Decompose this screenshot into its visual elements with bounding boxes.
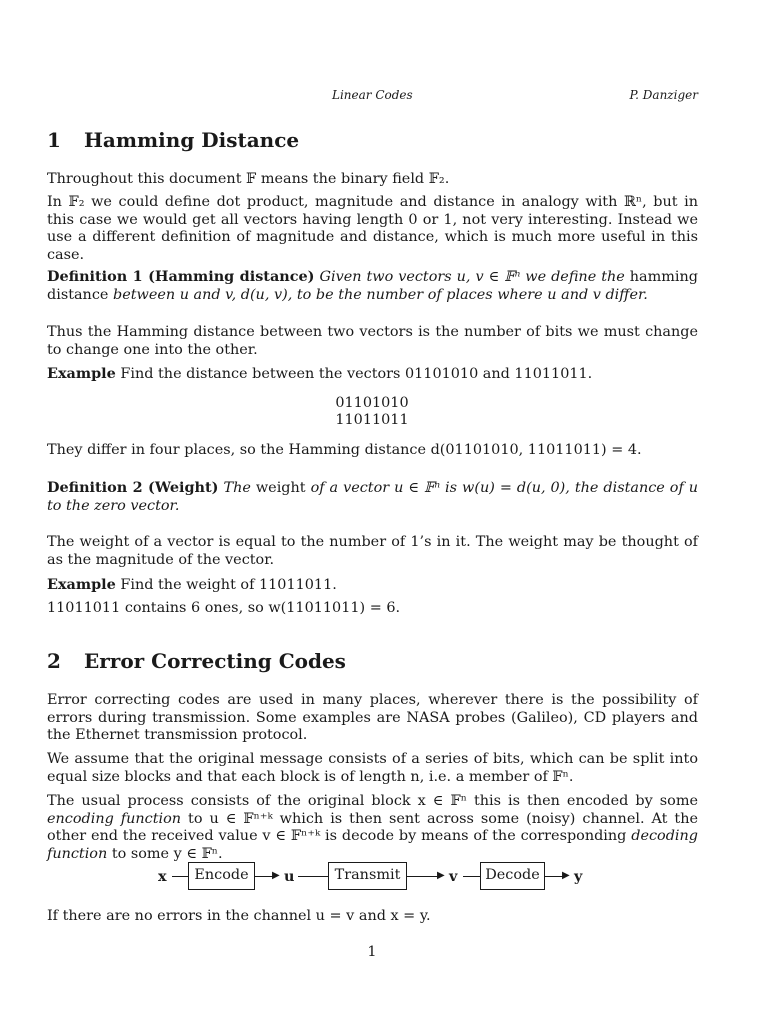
example-2-label: Example [47, 576, 116, 593]
s2-paragraph-1: Error correcting codes are used in many places, wherever there is the possibility of errors during transmission. Some examples are NASA probes (Galileo), CD players and the Ethernet transmission protocol. [47, 692, 698, 744]
s1-paragraph-6: 11011011 contains 6 ones, so w(11011011) = 6. [47, 600, 401, 616]
arrow-right-icon: ▶ [562, 870, 570, 881]
definition-1-label: Definition 1 (Hamming distance) [47, 268, 315, 285]
diagram-y-label: y [574, 868, 583, 885]
encode-box: Encode [188, 862, 255, 890]
decoding-function-term: decoding function [47, 828, 698, 862]
s2-paragraph-2: We assume that the original message consists of a series of bits, which can be split into equal size blocks and that each block is of length n, i.e. a member of 𝔽ⁿ. [47, 751, 698, 785]
s2-paragraph-3-a: The usual process consists of the original block x ∈ 𝔽ⁿ this is then encoded by some [47, 793, 698, 809]
running-header-title: Linear Codes [332, 88, 413, 102]
diagram-line-u [298, 876, 328, 877]
vector-2: 11011011 [335, 412, 409, 428]
page-number: 1 [367, 944, 377, 960]
arrow-right-icon: ▶ [437, 870, 445, 881]
s1-paragraph-3: Thus the Hamming distance between two vectors is the number of bits we must change to change one into the other. [47, 324, 698, 358]
section-2-title: Error Correcting Codes [84, 649, 346, 673]
s1-paragraph-5: The weight of a vector is equal to the number of 1’s in it. The weight may be thought of as the magnitude of the vector. [47, 534, 698, 568]
s2-paragraph-3-b: to u ∈ 𝔽ⁿ⁺ᵏ which is then sent across some (noisy) channel. At the other end the received value v ∈ 𝔽ⁿ⁺ᵏ is decode by means of the corresponding [47, 810, 698, 845]
diagram-u-label: u [284, 868, 295, 885]
example-1-label: Example [47, 365, 116, 382]
section-1-number: 1 [47, 128, 61, 152]
decode-box: Decode [480, 862, 545, 890]
section-2-heading [47, 649, 346, 673]
definition-2 [47, 479, 698, 515]
s1-paragraph-4: They differ in four places, so the Hamming distance d(01101010, 11011011) = 4. [47, 442, 642, 458]
definition-1 [47, 268, 698, 304]
definition-1-text-a: Given two vectors u, v ∈ 𝔽ⁿ we define the [319, 269, 625, 285]
definition-2-text-b: of a vector u ∈ 𝔽ⁿ is w(u) = d(u, 0), the distance of u to the zero vector. [47, 480, 699, 514]
s1-paragraph-2: In 𝔽₂ we could define dot product, magnitude and distance in analogy with ℝⁿ, but in this case we would get all vectors having length 0 or 1, not very interesting. Instead we use a different definition of magnitude and distance, which is much more useful in this case. [47, 194, 698, 263]
diagram-v-label: v [449, 868, 458, 885]
diagram-x-label: x [158, 868, 167, 885]
example-2 [47, 576, 698, 595]
diagram-line-v [463, 876, 480, 877]
definition-2-label: Definition 2 (Weight) [47, 479, 219, 496]
s2-paragraph-3-c: to some y ∈ 𝔽ⁿ. [111, 845, 223, 862]
definition-1-term: hamming distance [47, 269, 698, 303]
definition-2-term: weight [255, 480, 306, 496]
s1-paragraph-1: Throughout this document 𝔽 means the binary field 𝔽₂. [47, 171, 450, 187]
encoding-function-term: encoding function [47, 810, 182, 827]
transmit-box: Transmit [328, 862, 407, 890]
example-1-text: Find the distance between the vectors 01101010 and 11011011. [120, 366, 593, 382]
section-1-title: Hamming Distance [84, 128, 300, 152]
s2-paragraph-3 [47, 793, 698, 863]
example-2-text: Find the weight of 11011011. [120, 577, 337, 593]
definition-1-text-b: between u and v, d(u, v), to be the number of places where u and v differ. [112, 286, 648, 303]
s2-paragraph-4: If there are no errors in the channel u = v and x = y. [47, 908, 431, 924]
section-2-number: 2 [47, 649, 61, 673]
section-1-heading [47, 128, 299, 152]
diagram-line-x [172, 876, 188, 877]
running-header-author: P. Danziger [629, 88, 698, 102]
example-1 [47, 365, 698, 384]
arrow-right-icon: ▶ [272, 870, 280, 881]
diagram-line-transmit [407, 876, 440, 877]
vector-1: 01101010 [335, 395, 409, 411]
definition-2-text-a: The [223, 480, 251, 496]
coding-process-diagram [150, 860, 620, 894]
